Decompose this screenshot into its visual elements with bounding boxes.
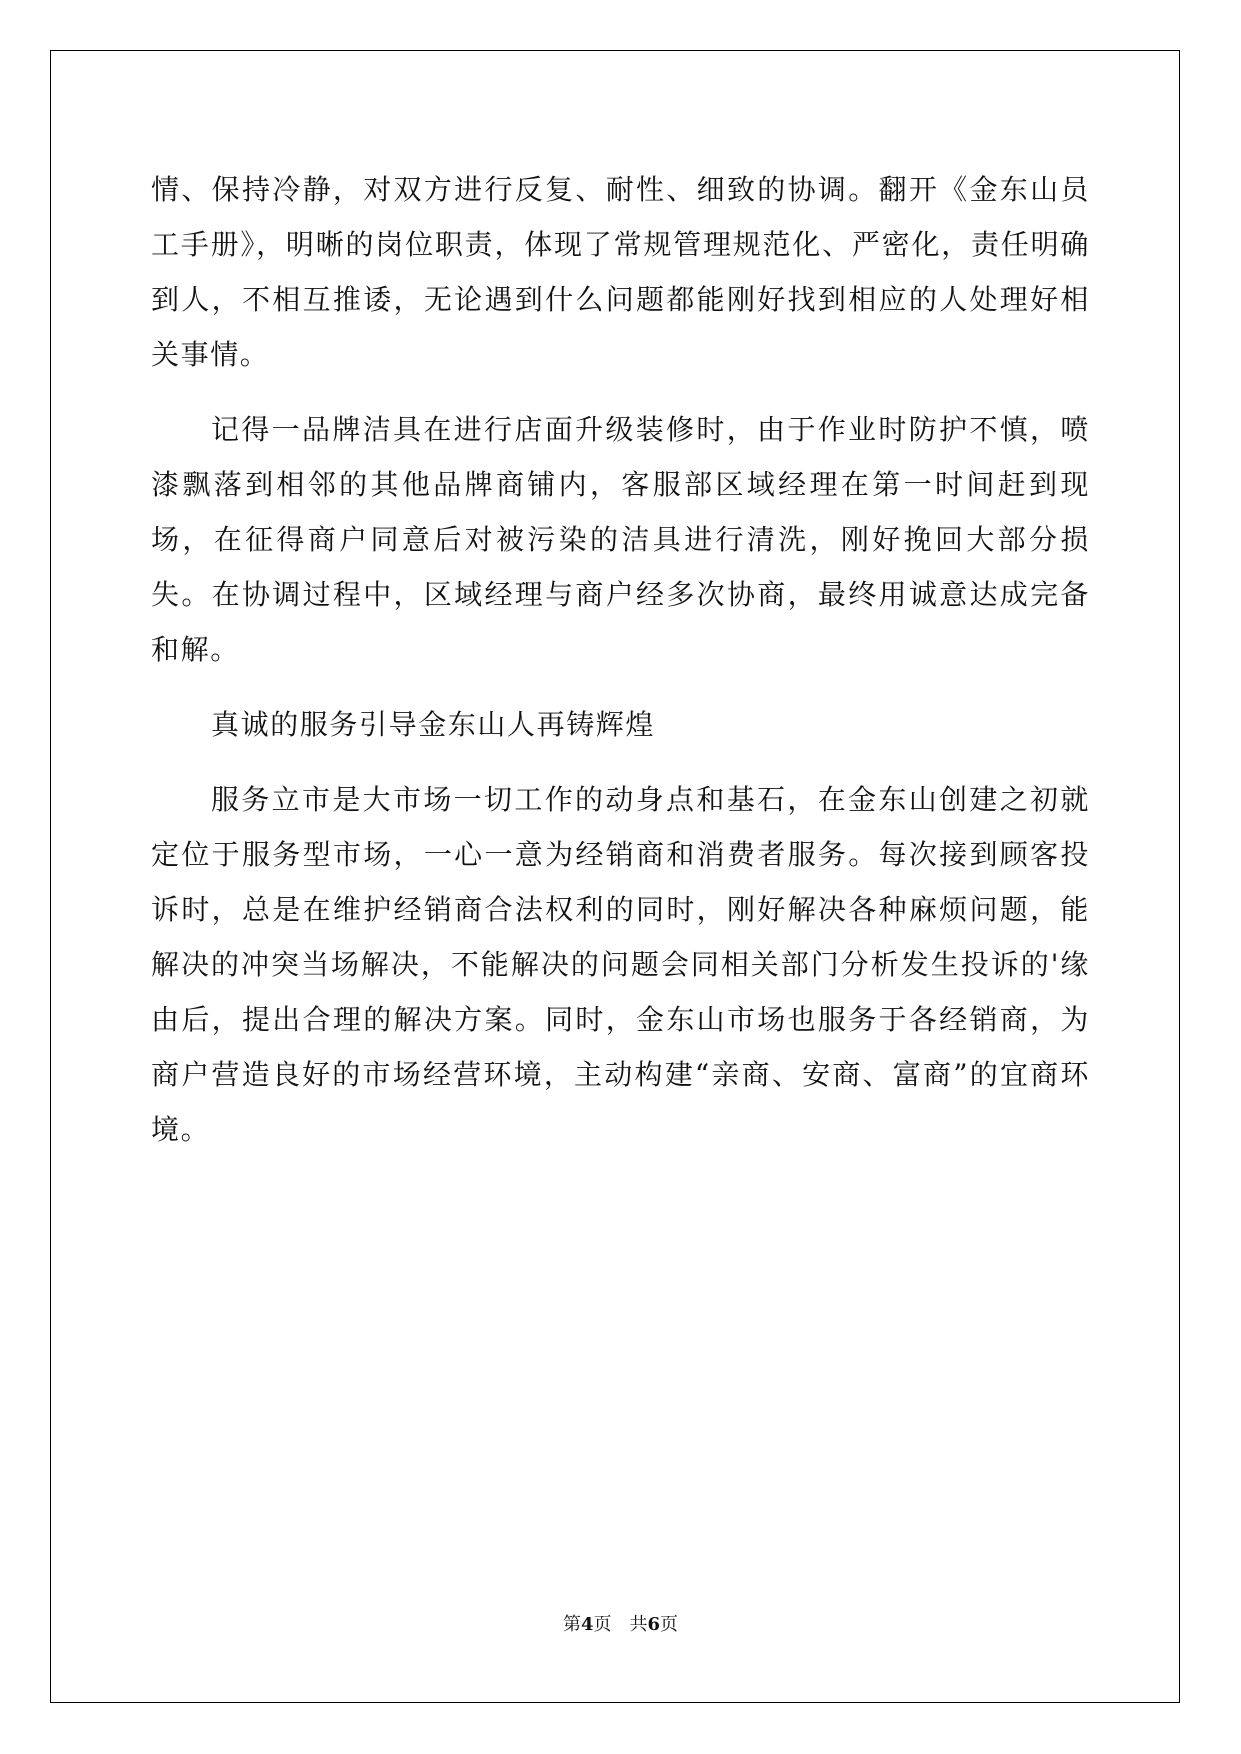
total-pages-number: 6 bbox=[647, 1614, 661, 1635]
document-body bbox=[151, 162, 1090, 1177]
paragraph-incident: 记得一品牌洁具在进行店面升级装修时，由于作业时防护不慎，喷漆飘落到相邻的其他品牌商铺内，客服部区域经理在第一时间赶到现场，在征得商户同意后对被污染的洁具进行清洗，刚好挽回大部分损失。在协调过程中，区域经理与商户经多次协商，最终用诚意达成完备和解。 bbox=[151, 413, 1090, 666]
section-heading: 真诚的服务引导金东山人再铸辉煌 bbox=[211, 708, 656, 741]
footer-page-suffix: 页 bbox=[593, 1614, 612, 1635]
footer-total-prefix: 共 bbox=[629, 1614, 648, 1635]
page-footer bbox=[0, 1610, 1241, 1636]
current-page-number: 4 bbox=[580, 1614, 594, 1635]
paragraph-continuation: 情、保持冷静，对双方进行反复、耐性、细致的协调。翻开《金东山员工手册》，明晰的岗位职责，体现了常规管理规范化、严密化，责任明确到人，不相互推诿，无论遇到什么问题都能刚好找到相应的人处理好相关事情。 bbox=[151, 173, 1090, 371]
paragraph-service: 服务立市是大市场一切工作的动身点和基石，在金东山创建之初就定位于服务型市场，一心一意为经销商和消费者服务。每次接到顾客投诉时，总是在维护经销商合法权利的同时，刚好解决各种麻烦问题，能解决的冲突当场解决，不能解决的问题会同相关部门分析发生投诉的'缘由后，提出合理的解决方案。同时，金东山市场也服务于各经销商，为商户营造良好的市场经营环境，主动构建“亲商、安商、富商”的宜商环境。 bbox=[151, 783, 1090, 1146]
footer-prefix: 第 bbox=[562, 1614, 581, 1635]
footer-total-suffix: 页 bbox=[660, 1614, 679, 1635]
